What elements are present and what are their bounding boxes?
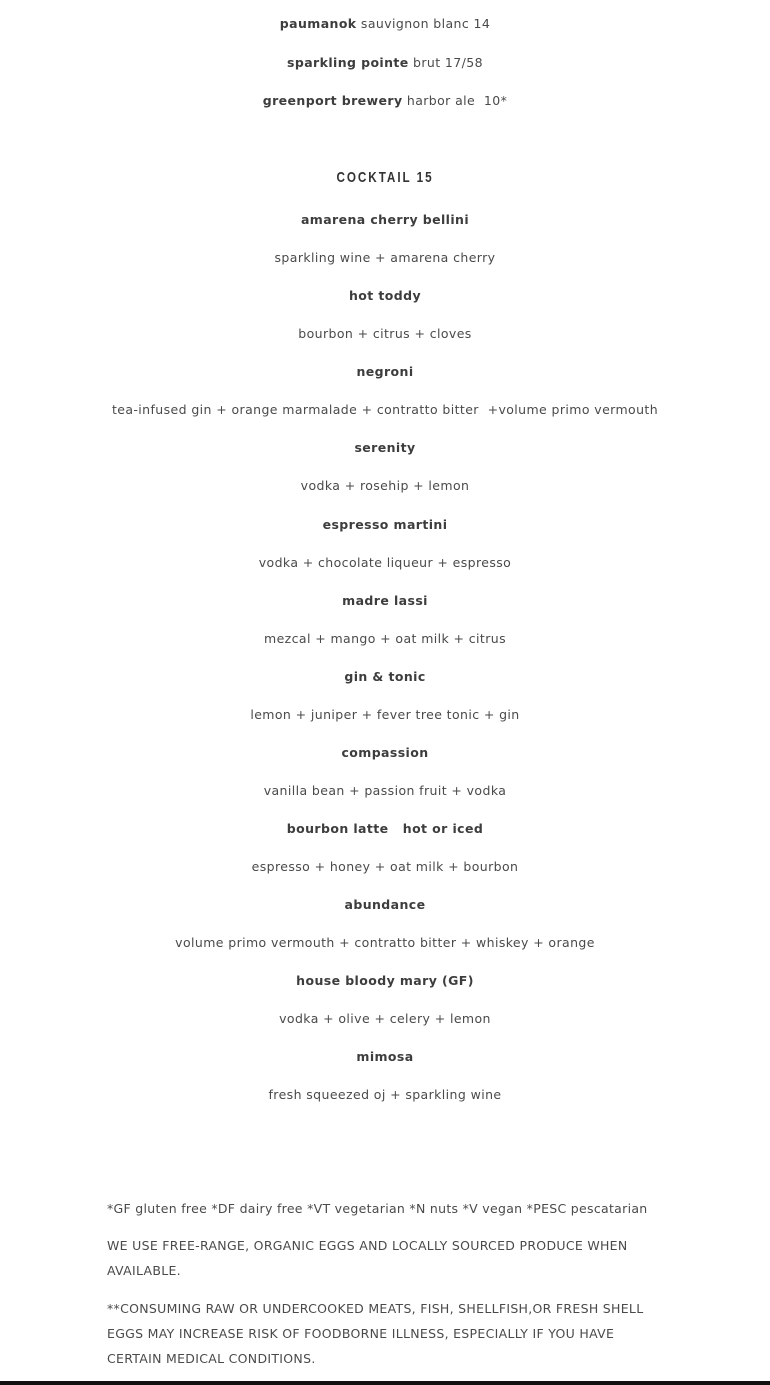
wine-item-sparkling-pointe — [0, 55, 770, 71]
wine-name: greenport brewery — [262, 93, 403, 108]
cocktail-desc: mezcal + mango + oat milk + citrus — [264, 631, 506, 646]
cocktail-desc: sparkling wine + amarena cherry — [274, 250, 496, 265]
cocktail-desc: bourbon + citrus + cloves — [298, 326, 472, 341]
cocktail-desc: vanilla bean + passion fruit + vodka — [263, 783, 507, 798]
cocktail-name: madre lassi — [342, 593, 428, 608]
cocktail-name: serenity — [354, 440, 416, 455]
cocktail-name: espresso martini — [322, 517, 448, 532]
bottom-divider — [0, 1381, 770, 1385]
cocktail-desc: tea-infused gin + orange marmalade + contratto bitter +volume primo vermouth — [111, 402, 659, 417]
cocktail-desc: volume primo vermouth + contratto bitter + whiskey + orange — [175, 935, 595, 950]
wine-item-greenport-brewery — [0, 93, 770, 109]
wine-item-paumanok — [0, 16, 770, 32]
cocktail-name: compassion — [341, 745, 429, 760]
cocktail-desc: fresh squeezed oj + sparkling wine — [268, 1087, 502, 1102]
wine-desc: brut 17/58 — [413, 55, 483, 70]
cocktail-desc: vodka + olive + celery + lemon — [279, 1011, 491, 1026]
cocktail-name: house bloody mary (GF) — [296, 973, 474, 988]
cocktail-name: gin & tonic — [344, 669, 426, 684]
cocktail-name: abundance — [344, 897, 426, 912]
wine-name: paumanok — [279, 16, 357, 31]
dietary-key-note: *GF gluten free *DF dairy free *VT vegetarian *N nuts *V vegan *PESC pescatarian — [107, 1201, 648, 1216]
cocktail-section-heading: COCKTAIL 15 — [336, 169, 434, 186]
wine-desc: sauvignon blanc 14 — [360, 16, 491, 31]
cocktail-name: amarena cherry bellini — [300, 212, 470, 227]
cocktail-name: hot toddy — [348, 288, 422, 303]
food-safety-warning: **CONSUMING RAW OR UNDERCOOKED MEATS, FISH, SHELLFISH,OR FRESH SHELL EGGS MAY INCREASE RISK OF FOODBORNE ILLNESS, ESPECIALLY IF YOU HAVE CERTAIN MEDICAL CONDITIONS. — [107, 1301, 644, 1366]
sourcing-note: WE USE FREE-RANGE, ORGANIC EGGS AND LOCALLY SOURCED PRODUCE WHEN AVAILABLE. — [107, 1238, 628, 1278]
cocktail-desc: lemon + juniper + fever tree tonic + gin — [250, 707, 520, 722]
cocktail-desc: vodka + rosehip + lemon — [300, 478, 470, 493]
wine-desc: harbor ale 10* — [406, 93, 508, 108]
cocktail-name: negroni — [356, 364, 414, 379]
wine-name: sparkling pointe — [287, 55, 409, 70]
cocktail-desc: espresso + honey + oat milk + bourbon — [251, 859, 519, 874]
cocktail-name: bourbon latte hot or iced — [286, 821, 484, 836]
cocktail-name: mimosa — [356, 1049, 414, 1064]
cocktail-desc: vodka + chocolate liqueur + espresso — [258, 555, 512, 570]
